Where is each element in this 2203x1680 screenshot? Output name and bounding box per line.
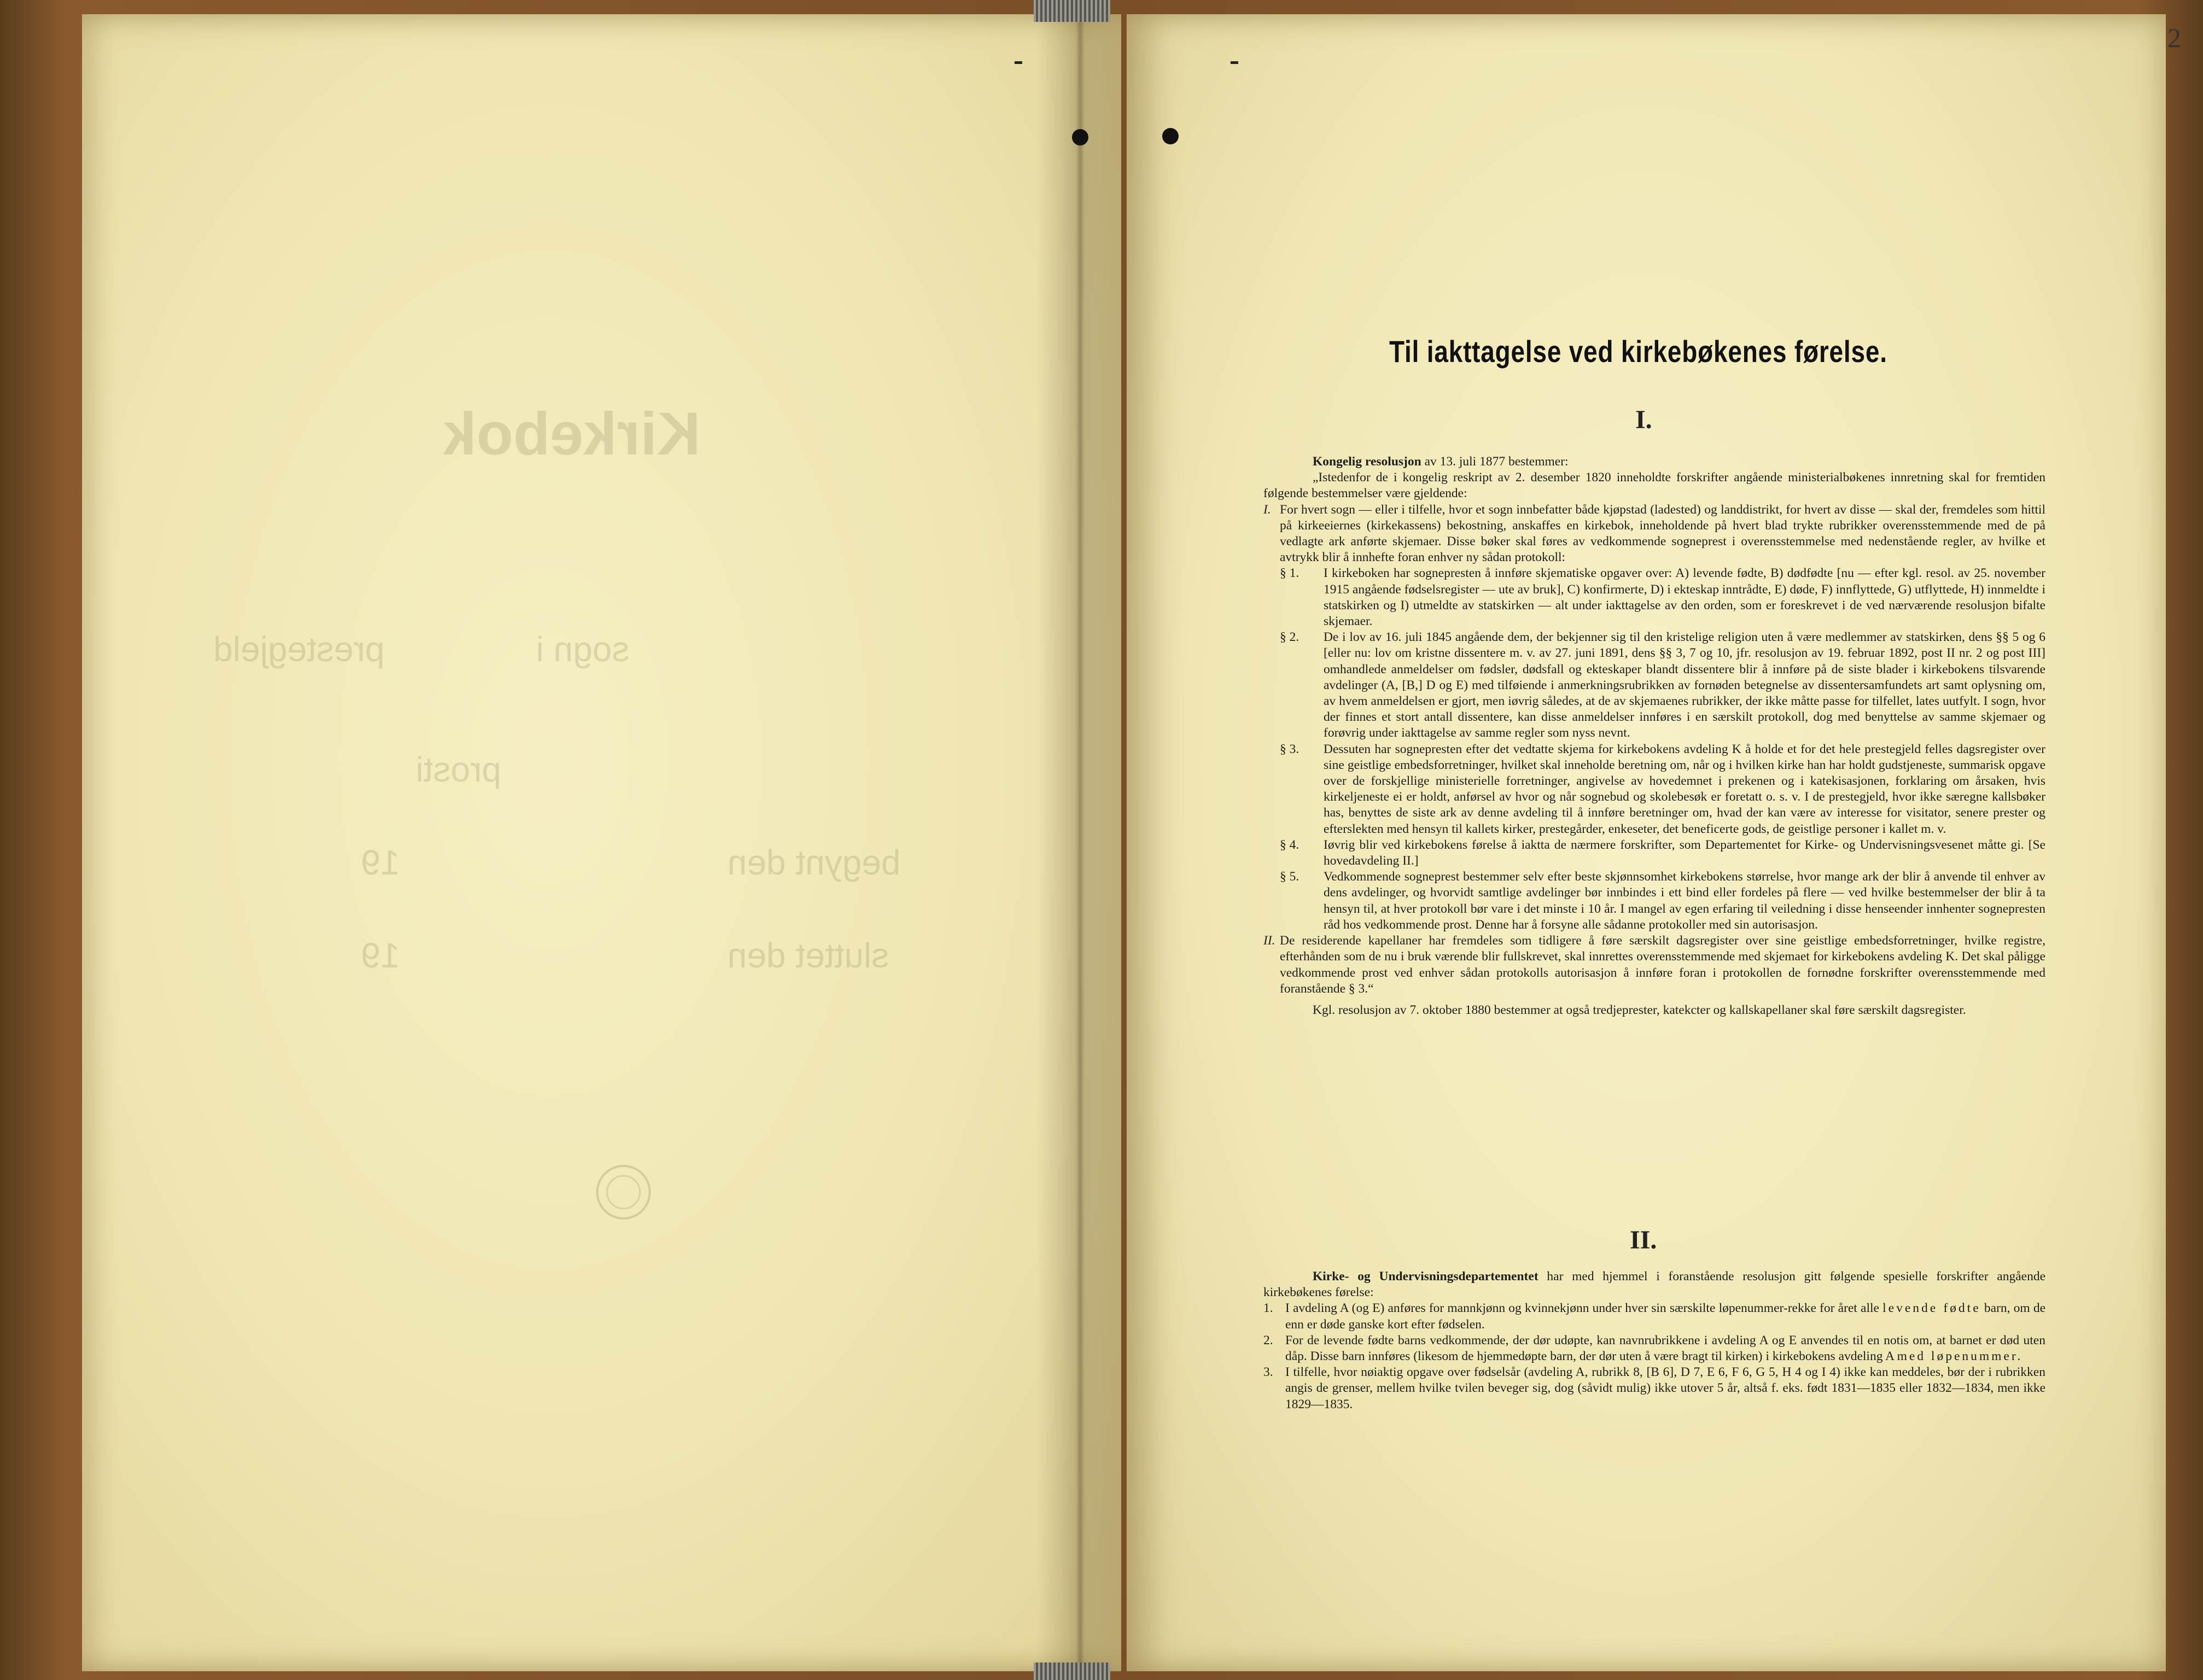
- book-spine: [1036, 14, 1124, 1671]
- list-item: 3. I tilfelle, hvor nøiaktig opgave over fødselsår (avdeling A, rubrikk 8, [B 6], D 7, E 6, F 6, G 5, H 4 og I 4) ikke kan meddeles, bør der i rubrikken angis de grenser, mellem hvilke tvilen beveger sig, dog (såvidt mulig) ikke utover 5 år, altså f. eks. født 1831—1835 eller 1832—1834, men ikke 1829—1835.: [1263, 1365, 2045, 1411]
- ghost-line: sluttet den: [727, 936, 889, 975]
- section-II-body: [1263, 1269, 2045, 1413]
- list-item: 1. I avdeling A (og E) anføres for mannkjønn og kvinnekjønn under hver sin særskilte løpenummer-rekke for året alle levende fødte barn, om de enn er døde ganske kort efter fødselen.: [1263, 1301, 2045, 1332]
- section-heading-I: I.: [1635, 405, 1652, 434]
- ghost-line: prestegjeld: [213, 629, 385, 669]
- spine-stitching-top: [1034, 0, 1110, 22]
- intro-text: av 13. juli 1877 bestemmer:: [1421, 454, 1569, 469]
- list-item: I. For hvert sogn — eller i tilfelle, hvor et sogn innbefatter både kjøpstad (ladested) og landdistrikt, for hvert av disse — skal der, fremdeles som hittil på kirkeeiernes (kirkekassens) bekostning, anskaffes en kirkebok, inneholdende på hvert blad trykte rubrikker overensstemmende med de på vedlagte ark anførte skjemaer. Disse bøker skal føres av vedkommende sogneprest i overensstemmelse med nedenstående regler, av hvilke et avtrykk blir å innhefte foran enhver ny sådan protokoll:: [1263, 502, 2045, 565]
- punch-hole-right: [1162, 128, 1179, 144]
- paragraph-item: § 1. I kirkeboken har sognepresten å innføre skjematiske opgaver over: A) levende fødte, B) dødfødte [nu — efter kgl. resol. av 25. november 1915 angående fødselsregister — ute av bruk], C) konfirmerte, D) i ekteskap inntrådte, E) døde, F) innflyttede, G) utflyttede, H) innmeldte i statskirken og I) utmeldte av statskirken — alt under iakttagelse av den orden, som er foreskrevet i de ved nærværende resolusjon bifalte skjemaer.: [1280, 566, 2045, 629]
- left-page: [82, 14, 1121, 1671]
- ghost-line: prosti: [416, 750, 502, 789]
- ghost-line: begynt den: [727, 843, 901, 882]
- page-number: 2: [2167, 22, 2181, 53]
- ghost-title: Kirkebok: [443, 400, 701, 468]
- paragraph-item: § 2. De i lov av 16. juli 1845 angående dem, der bekjenner sig til den kristelige religion uten å være medlemmer av statskirken, dens §§ 5 og 6 [eller nu: lov om kristne dissentere m. v. av 27. juni 1891, dens §§ 3, 7 og 10, jfr. resolusjon av 19. februar 1892, post II nr. 2 og post III] omhandlede anmeldelser om fødsler, dødsfall og ekteskaper blandt dissentere blir å innføre på de siste blader i kirkebokens tilsvarende avdelinger (A, [B,] D og E) med tilføiende i anmerkningsrubrikken av fornøden betegnelse av dissentersamfundets art samt oplysning om, av hvem anmeldelsen er gjort, men iøvrig således, at de av skjemaenes rubrikker, der ikke måtte passe for tilfellet, lates uutfylt. I sogn, hvor der finnes et stort antall dissentere, kan disse anmeldelser innføres i en særskilt protokoll, dog med benyttelse av samme skjemaer og forøvrig under iakttagelse av samme regler som nyss nevnt.: [1280, 630, 2045, 740]
- page-mark: [1015, 61, 1022, 64]
- ghost-line: sogn i: [536, 629, 630, 669]
- seal-ghost-icon: [591, 1159, 656, 1225]
- page-title: Til iakttagelse ved kirkebøkenes førelse.: [1389, 334, 1887, 369]
- ghost-line: 19: [361, 843, 400, 882]
- list-item: II. De residerende kapellaner har fremdeles som tidligere å føre særskilt dagsregister over sine geistlige embedsforretninger, hvilke registre, efterhånden som de nu i bruk værende blir fullskrevet, skal innrettes overensstemmende med skjemaet for kirkebokens avdeling K. Det skal påligge vedkommende prost ved enhver sådan protokolls autorisasjon å innføre foran i protokollen de fornødne forskrifter overensstemmende med foranstående § 3.“: [1263, 934, 2045, 996]
- spine-stitching-bottom: [1034, 1662, 1110, 1680]
- paragraph-item: § 3. Dessuten har sognepresten efter det vedtatte skjema for kirkebokens avdeling K å holde et for det hele prestegjeld felles dagsregister over sine geistlige embedsforretninger, hvilket skal inneholde beretning om, når og i hvilken kirke han har holdt gudstjeneste, summarisk opgave over de forskjellige ministerielle forretninger, angivelse av hovedemnet i prekenen og i katekisasjonen, forklaring om årsaken, hvis kirkeljeneste ei er holdt, anførsel av hvor og når sognebud og skolebesøk er foretatt o. s. v. I de prestegjeld, hvor ikke særegne kallsbøker has, benyttes de siste ark av denne avdeling til å innføre beretninger om, hvad der kan være av interesse for visitator, senere prester og efterslekten med hensyn til kallets kirker, prestegårder, enkeseter, det beneficerte gods, de geistlige personer i kallet m. v.: [1280, 742, 2045, 836]
- intro-text: har med hjemmel i foranstående resolusjon gitt følgende spesielle forskrifter angående kirkebøkenes førelse:: [1263, 1269, 2045, 1300]
- section-heading-II: II.: [1630, 1226, 1657, 1255]
- page-mark: [1231, 61, 1238, 64]
- closing-paragraph: Kgl. resolusjon av 7. oktober 1880 bestemmer at også tredjeprester, katekcter og kallskapellaner skal føre særskilt dagsregister.: [1313, 1002, 1966, 1017]
- section-I-body: [1263, 454, 2045, 1018]
- quote-paragraph: „Istedenfor de i kongelig reskript av 2. desember 1820 inneholdte forskrifter angående ministerialbøkenes innretning skal for fremtiden følgende bestemmelser være gjeldende:: [1263, 470, 2045, 501]
- ghost-line: 19: [361, 936, 400, 975]
- department-name: Kirke- og Undervisningsdepartementet: [1313, 1269, 1538, 1284]
- paragraph-item: § 4. Iøvrig blir ved kirkebokens førelse å iaktta de nærmere forskrifter, som Departementet for Kirke- og Undervisningsvesenet måtte gi. [Se hovedavdeling II.]: [1280, 837, 2045, 868]
- intro-bold: Kongelig resolusjon: [1313, 454, 1421, 469]
- punch-hole-left: [1072, 129, 1088, 145]
- list-item: 2. For de levende fødte barns vedkommende, der dør udøpte, kan navnrubrikkene i avdeling A og E anvendes til en notis om, at barnet er død uten dåp. Disse barn innføres (likesom de hjemmedøpte barn, der dør uten å være bragt til kirken) i kirkebokens avdeling A med løpenummer.: [1263, 1333, 2045, 1364]
- paragraph-item: § 5. Vedkommende sogneprest bestemmer selv efter beste skjønnsomhet kirkebokens størrelse, hvor mange ark der blir å anvende til enhver av dens avdelinger, og hvorvidt samtlige avdelinger bør innbindes i ett bind eller fordeles på flere — ved hvilke bestemmelser der blir å ta hensyn til, at hver protokoll bør vare i det minste i 10 år. I mangel av egen erfaring til veiledning i disse henseender innhenter sognepresten råd hos vedkommende prost. Denne har å forsyne alle sådanne protokoller med sin autorisasjon.: [1280, 870, 2045, 932]
